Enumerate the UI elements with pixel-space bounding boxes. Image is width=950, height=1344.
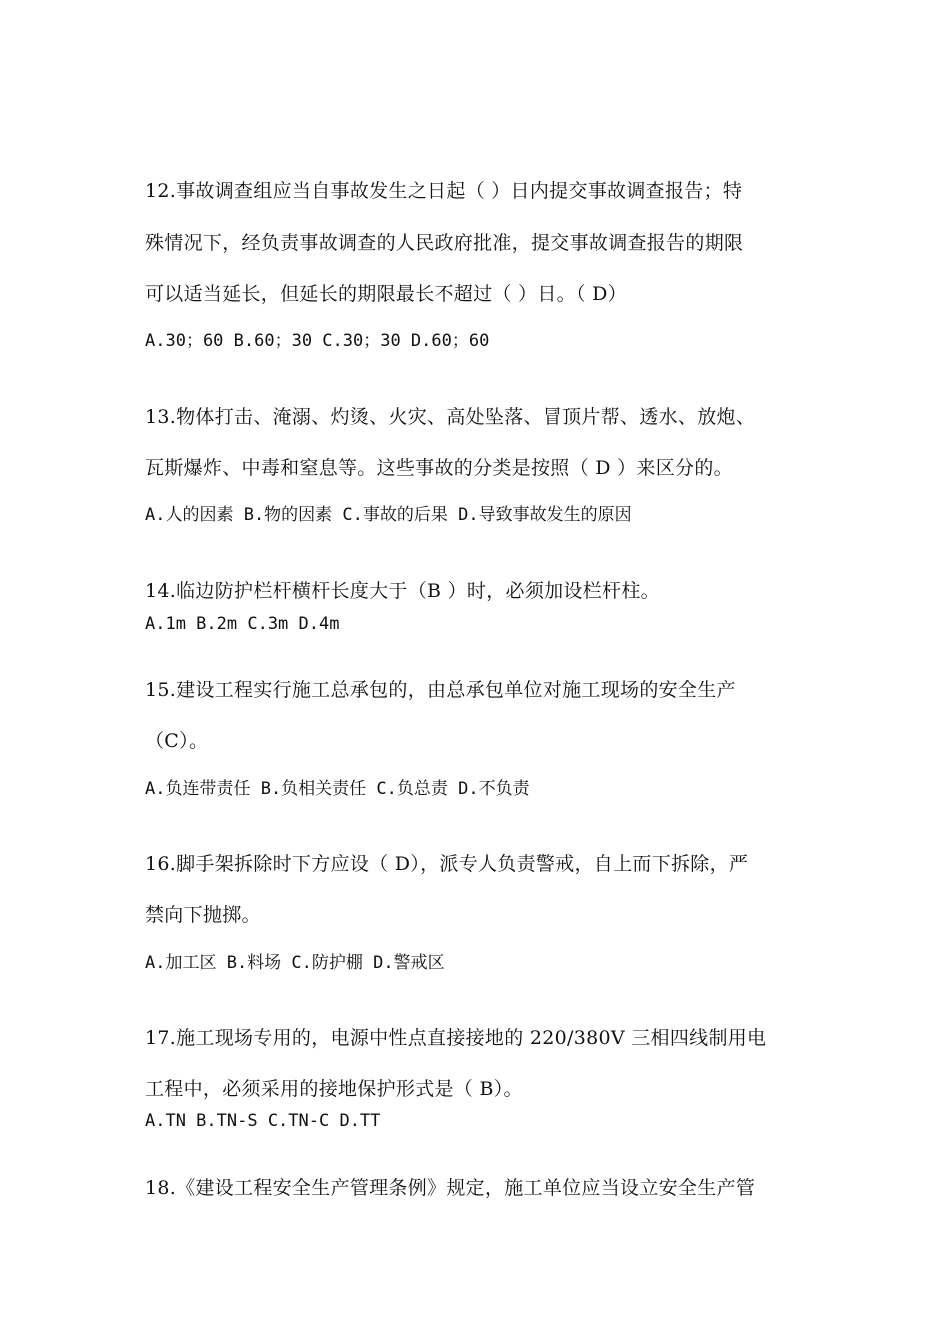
question-12-options: A.30；60 B.60；30 C.30；30 D.60；60	[145, 331, 490, 351]
question-18-line-1: 18.《建设工程安全生产管理条例》规定，施工单位应当设立安全生产管	[145, 1177, 756, 1199]
question-17-options: A.TN B.TN-S C.TN-C D.TT	[145, 1111, 381, 1131]
question-15-options: A.负连带责任 B.负相关责任 C.负总责 D.不负责	[145, 779, 530, 799]
question-15-line-1: 15.建设工程实行施工总承包的，由总承包单位对施工现场的安全生产	[145, 679, 736, 701]
question-16-line-1: 16.脚手架拆除时下方应设（ D），派专人负责警戒，自上而下拆除，严	[145, 853, 749, 875]
question-13-options: A.人的因素 B.物的因素 C.事故的后果 D.导致事故发生的原因	[145, 505, 632, 525]
question-15-line-2: （C）。	[145, 730, 209, 752]
question-17-line-1: 17.施工现场专用的，电源中性点直接接地的 220/380V 三相四线制用电	[145, 1027, 767, 1049]
question-12-line-3: 可以适当延长，但延长的期限最长不超过（ ）日。（ D）	[145, 283, 627, 305]
question-12-line-1: 12.事故调查组应当自事故发生之日起（ ）日内提交事故调查报告；特	[145, 180, 743, 202]
question-16-line-2: 禁向下抛掷。	[145, 904, 261, 926]
question-14-line-1: 14.临边防护栏杆横杆长度大于（B ）时，必须加设栏杆柱。	[145, 580, 660, 602]
question-12-line-2: 殊情况下，经负责事故调查的人民政府批准，提交事故调查报告的期限	[145, 232, 744, 254]
question-16-options: A.加工区 B.料场 C.防护棚 D.警戒区	[145, 953, 445, 973]
question-13-line-2: 瓦斯爆炸、中毒和窒息等。这些事故的分类是按照（ D ）来区分的。	[145, 457, 733, 479]
question-13-line-1: 13.物体打击、淹溺、灼烫、火灾、高处坠落、冒顶片帮、透水、放炮、	[145, 406, 756, 428]
question-14-options: A.1m B.2m C.3m D.4m	[145, 614, 340, 634]
question-17-line-2: 工程中，必须采用的接地保护形式是（ B）。	[145, 1078, 523, 1100]
